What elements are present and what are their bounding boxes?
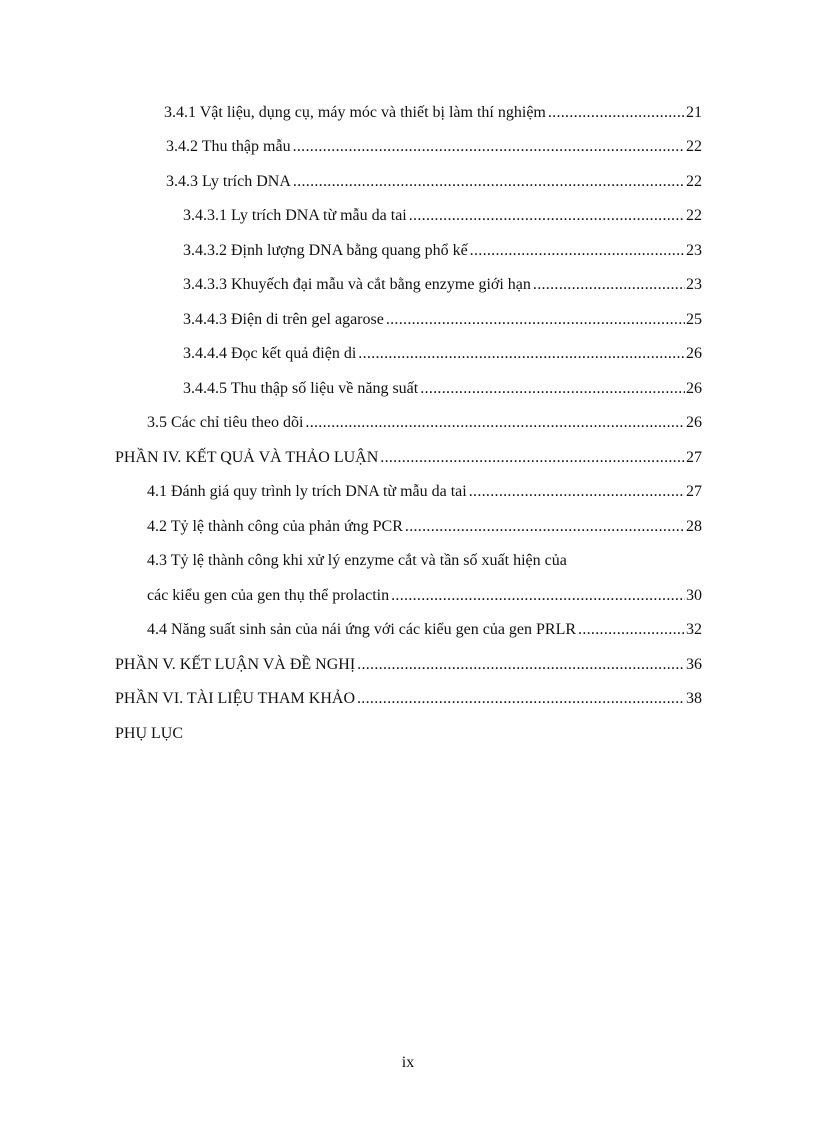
page-number: ix bbox=[401, 1054, 415, 1071]
toc-entry[interactable] bbox=[0, 399, 816, 434]
toc-entry-page: 32 bbox=[686, 621, 702, 638]
toc-dot-leader bbox=[380, 448, 685, 468]
toc-entry-label: 3.4.3.1 Ly trích DNA từ mẫu da tai bbox=[183, 207, 407, 224]
toc-entry[interactable] bbox=[0, 640, 816, 675]
toc-dot-leader bbox=[293, 172, 685, 192]
toc-dot-leader bbox=[386, 310, 685, 330]
toc-dot-leader bbox=[578, 620, 685, 640]
toc-entry[interactable] bbox=[0, 192, 816, 227]
toc-entry-label: 3.4.3 Ly trích DNA bbox=[166, 172, 291, 190]
toc-entry-page: 22 bbox=[686, 172, 702, 190]
toc-entry-label: 3.4.4.3 Điện di trên gel agarose bbox=[183, 310, 384, 328]
toc-entry-page: 27 bbox=[686, 483, 702, 500]
toc-entry-page: 30 bbox=[686, 586, 702, 604]
toc-entry-label: 4.2 Tỷ lệ thành công của phản ứng PCR bbox=[147, 517, 403, 535]
toc-entry-label: PHỤ LỤC bbox=[115, 724, 184, 742]
toc-entry-page: 38 bbox=[686, 690, 702, 707]
toc-dot-leader bbox=[405, 517, 685, 537]
toc-entry-label: 3.4.3.3 Khuyếch đại mẫu và cắt bằng enzyme giới hạn bbox=[183, 276, 531, 293]
toc-dot-leader bbox=[533, 275, 685, 295]
toc-entry-label: 3.4.3.2 Định lượng DNA bằng quang phổ kế bbox=[183, 241, 468, 259]
toc-dot-leader bbox=[420, 379, 685, 399]
toc-entry[interactable] bbox=[0, 88, 816, 123]
toc-entry-label: 4.3 Tỷ lệ thành công khi xử lý enzyme cắt và tần số xuất hiện của bbox=[147, 552, 567, 569]
toc-entry-page: 21 bbox=[686, 103, 702, 121]
toc-entry[interactable] bbox=[0, 123, 816, 158]
toc-entry-page: 27 bbox=[686, 448, 702, 466]
toc-dot-leader bbox=[391, 586, 685, 606]
toc-entry[interactable] bbox=[0, 261, 816, 296]
toc-entry[interactable] bbox=[0, 295, 816, 330]
toc-entry-page: 22 bbox=[686, 207, 702, 224]
toc-entry-label: 3.5 Các chỉ tiêu theo dõi bbox=[147, 414, 304, 431]
toc-entry-page: 28 bbox=[686, 517, 702, 535]
toc-entry-label: 4.1 Đánh giá quy trình ly trích DNA từ mẫu da tai bbox=[147, 483, 467, 500]
toc-dot-leader bbox=[409, 206, 685, 226]
toc-entry-label: 3.4.4.5 Thu thập số liệu về năng suất bbox=[183, 379, 419, 397]
toc-entry-label: PHẦN IV. KẾT QUẢ VÀ THẢO LUẬN bbox=[115, 448, 379, 466]
toc-entry[interactable] bbox=[0, 330, 816, 365]
toc-entry-page: 26 bbox=[686, 379, 702, 397]
toc-entry-label: 4.4 Năng suất sinh sản của nái ứng với các kiểu gen của gen PRLR bbox=[147, 621, 577, 638]
toc-dot-leader bbox=[358, 344, 685, 364]
toc-dot-leader bbox=[357, 689, 685, 709]
toc-entry-page: 23 bbox=[686, 276, 702, 293]
toc-entry-label: PHẦN VI. TÀI LIỆU THAM KHẢO bbox=[115, 690, 355, 707]
toc-dot-leader bbox=[305, 413, 685, 433]
toc-entry[interactable] bbox=[0, 226, 816, 261]
toc-entry-label: 3.4.4.4 Đọc kết quả điện di bbox=[183, 345, 357, 362]
toc-dot-leader bbox=[548, 103, 685, 123]
toc-entry-label: PHẦN V. KẾT LUẬN VÀ ĐỀ NGHỊ bbox=[115, 655, 356, 673]
toc-entry-page: 36 bbox=[686, 655, 702, 673]
toc-dot-leader bbox=[293, 137, 685, 157]
toc-entry-page: 26 bbox=[686, 414, 702, 431]
toc-entry-page: 26 bbox=[686, 345, 702, 362]
toc-entry-label: 3.4.1 Vật liệu, dụng cụ, máy móc và thiết bị làm thí nghiệm bbox=[164, 103, 546, 121]
toc-dot-leader bbox=[357, 655, 685, 675]
toc-entry[interactable] bbox=[0, 433, 816, 468]
toc-dot-leader bbox=[469, 482, 685, 502]
toc-entry-page: 23 bbox=[686, 241, 702, 259]
toc-entry[interactable] bbox=[0, 468, 816, 503]
toc-entry[interactable] bbox=[0, 537, 816, 572]
toc-entry-label: 3.4.2 Thu thập mẫu bbox=[166, 138, 291, 155]
toc-entry[interactable] bbox=[0, 157, 816, 192]
toc-entry-page: 22 bbox=[686, 138, 702, 155]
table-of-contents bbox=[0, 88, 816, 744]
toc-entry-page: 25 bbox=[686, 310, 702, 328]
toc-entry[interactable] bbox=[0, 606, 816, 641]
toc-entry[interactable] bbox=[0, 709, 816, 744]
toc-entry[interactable] bbox=[0, 502, 816, 537]
toc-entry[interactable] bbox=[0, 364, 816, 399]
toc-entry[interactable] bbox=[0, 675, 816, 710]
toc-entry-label: các kiểu gen của gen thụ thể prolactin bbox=[147, 586, 390, 604]
toc-entry[interactable] bbox=[0, 571, 816, 606]
toc-dot-leader bbox=[470, 241, 685, 261]
